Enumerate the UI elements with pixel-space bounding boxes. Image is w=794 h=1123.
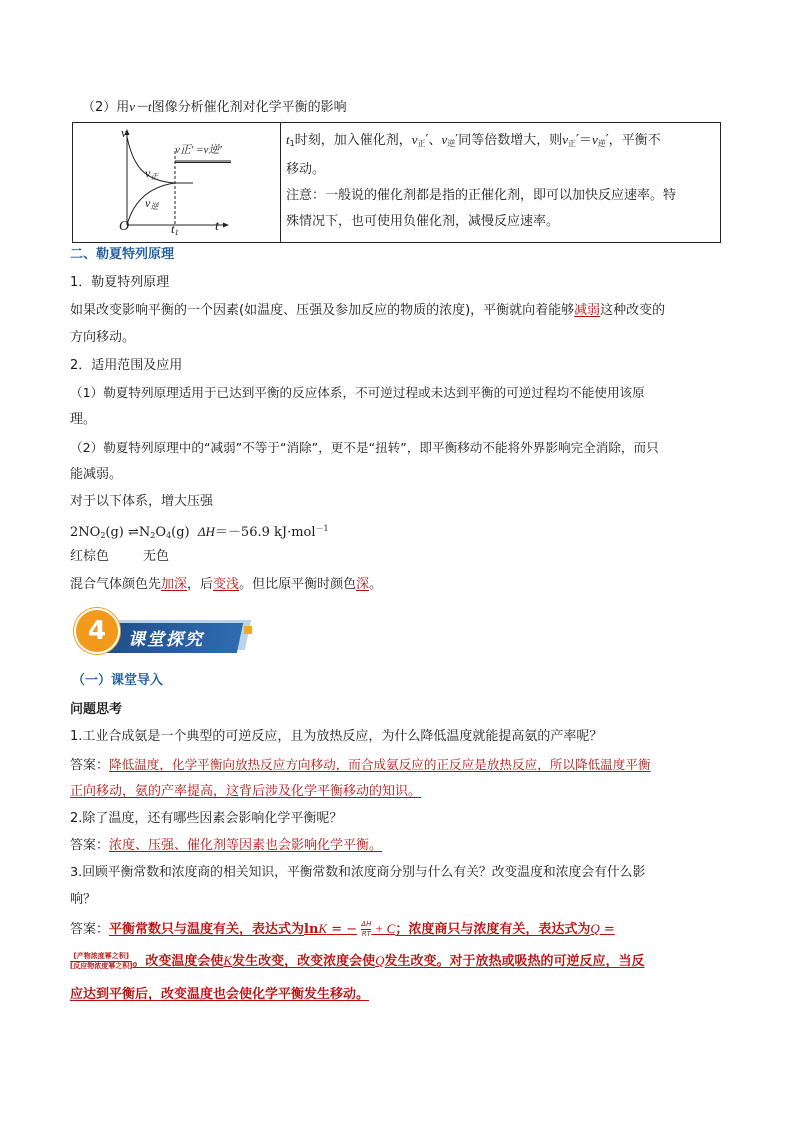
equilibrium-arrow-icon: ⇌ — [128, 525, 139, 540]
v-axis-label: v — [121, 125, 127, 140]
heading-prefix: （2）用 — [82, 100, 130, 115]
s2-para2-line1: （1）勒夏特列原理适用于已达到平衡的反应体系，不可逆过程或未达到平衡的可逆过程均不能使用该原 — [70, 385, 645, 400]
heading-rest: 图像分析催化剂对化学平衡的影响 — [151, 100, 347, 115]
question-title: 问题思考 — [70, 702, 123, 717]
answer-3-line1: 答案：平衡常数只与温度有关，表达式为lnK = − $\frac{\Delta H}{RT}$ + C；浓度商只与浓度有关，表达式为Q = — [70, 920, 615, 938]
s2-para5: 混合气体颜色先加深，后变浅。但比原平衡时颜色深。 — [70, 577, 383, 592]
table-line-3: 注意：一般说的催化剂都是指的正催化剂，即可以加快反应速率。特 — [286, 188, 677, 203]
equal-rate-label: v正′ =v逆′ — [175, 144, 222, 156]
s2-para3-line1: （2）勒夏特列原理中的“减弱”不等于“消除”，更不是“扭转”，即平衡移动不能将外界影响完全消除，而只 — [70, 440, 659, 455]
table-line-1: $t_1$时刻，加入催化剂，$v_正'$、$v_逆'$同等倍数增大，则$v_正'=v_逆'$，平衡不 — [286, 132, 661, 148]
answer-2: 答案：浓度、压强、催化剂等因素也会影响化学平衡。 — [70, 838, 383, 853]
table-line-4: 殊情况下，也可使用负催化剂，减慢反应速率。 — [286, 214, 560, 229]
t1-label: $t_1$ — [171, 221, 179, 237]
table-line-2: 移动。 — [286, 162, 326, 177]
answer-3-line3: 应达到平衡后，改变温度也会使化学平衡发生移动。 — [70, 987, 370, 1002]
origin-label: O — [119, 219, 130, 234]
banner-accent-square — [244, 626, 252, 634]
answer-3-line2: [产物浓度幂之积] [反应物浓度幂之积] 。改变温度会使K发生改变，改变浓度会使Q发生改变。对于放热或吸热的可逆反应，当反 — [70, 952, 645, 970]
section-banner — [74, 606, 254, 662]
question-3-line2: 响？ — [70, 892, 97, 907]
s2-item1: 1．勒夏特列原理 — [70, 275, 170, 290]
delta-h-fraction: $\frac{\Delta H}{RT}$ — [361, 920, 372, 938]
s2-item2: 2．适用范围及应用 — [70, 358, 183, 373]
question-3-line1: 3.回顾平衡常数和浓度商的相关知识，平衡常数和浓度商分别与什么有关？改变温度和浓度会有什么影 — [70, 865, 646, 880]
table-divider — [280, 123, 281, 242]
subheading-catalyst-graph — [82, 98, 347, 117]
banner-number-badge: 4 — [74, 608, 120, 654]
question-1: 1.工业合成氨是一个典型的可逆反应，且为放热反应，为什么降低温度就能提高氨的产率呢？ — [70, 729, 603, 744]
table-explanation — [286, 131, 714, 231]
q-fraction: [产物浓度幂之积] [反应物浓度幂之积] — [70, 952, 133, 970]
s2-para4: 对于以下体系，增大压强 — [70, 494, 214, 509]
v-zheng-label: $v_正$ — [145, 166, 159, 181]
color-red-brown: 红棕色 — [70, 549, 110, 564]
s2-para3-line2: 能减弱。 — [70, 467, 123, 482]
s2-para2-line2: 理。 — [70, 412, 97, 427]
answer-1-line1: 答案：降低温度，化学平衡向放热反应方向移动，而合成氨反应的正反应是放热反应，所以降低温度平衡 — [70, 757, 651, 773]
question-2: 2.除了温度，还有哪些因素会影响化学平衡呢？ — [70, 811, 343, 826]
catalyst-table — [72, 122, 721, 243]
s2-para1-line2: 方向移动。 — [70, 330, 136, 345]
banner-title: 课堂探究 — [128, 630, 204, 650]
s2-para1-line1: 如果改变影响平衡的一个因素(如温度、压强及参加反应的物质的浓度)，平衡就向着能够减弱这种改变的 — [70, 303, 666, 318]
v-ni-label: $v_逆$ — [145, 196, 159, 211]
t-axis-label: t — [215, 219, 219, 234]
answer-1-line2: 正向移动，氨的产率提高，这背后涉及化学平衡移动的知识。 — [70, 784, 422, 799]
equation: $2NO_2(g)$ $\rightleftharpoons N_2O_4(g)$ ΔH＝－56.9 kJ·mol$^{-1}$ — [70, 524, 329, 540]
color-none: 无色 — [143, 549, 170, 564]
heading-vt: v－t — [129, 99, 152, 114]
sub1-title: （一）课堂导入 — [72, 673, 164, 688]
color-labels — [70, 548, 169, 566]
section2-title: 二、勒夏特列原理 — [70, 247, 175, 262]
